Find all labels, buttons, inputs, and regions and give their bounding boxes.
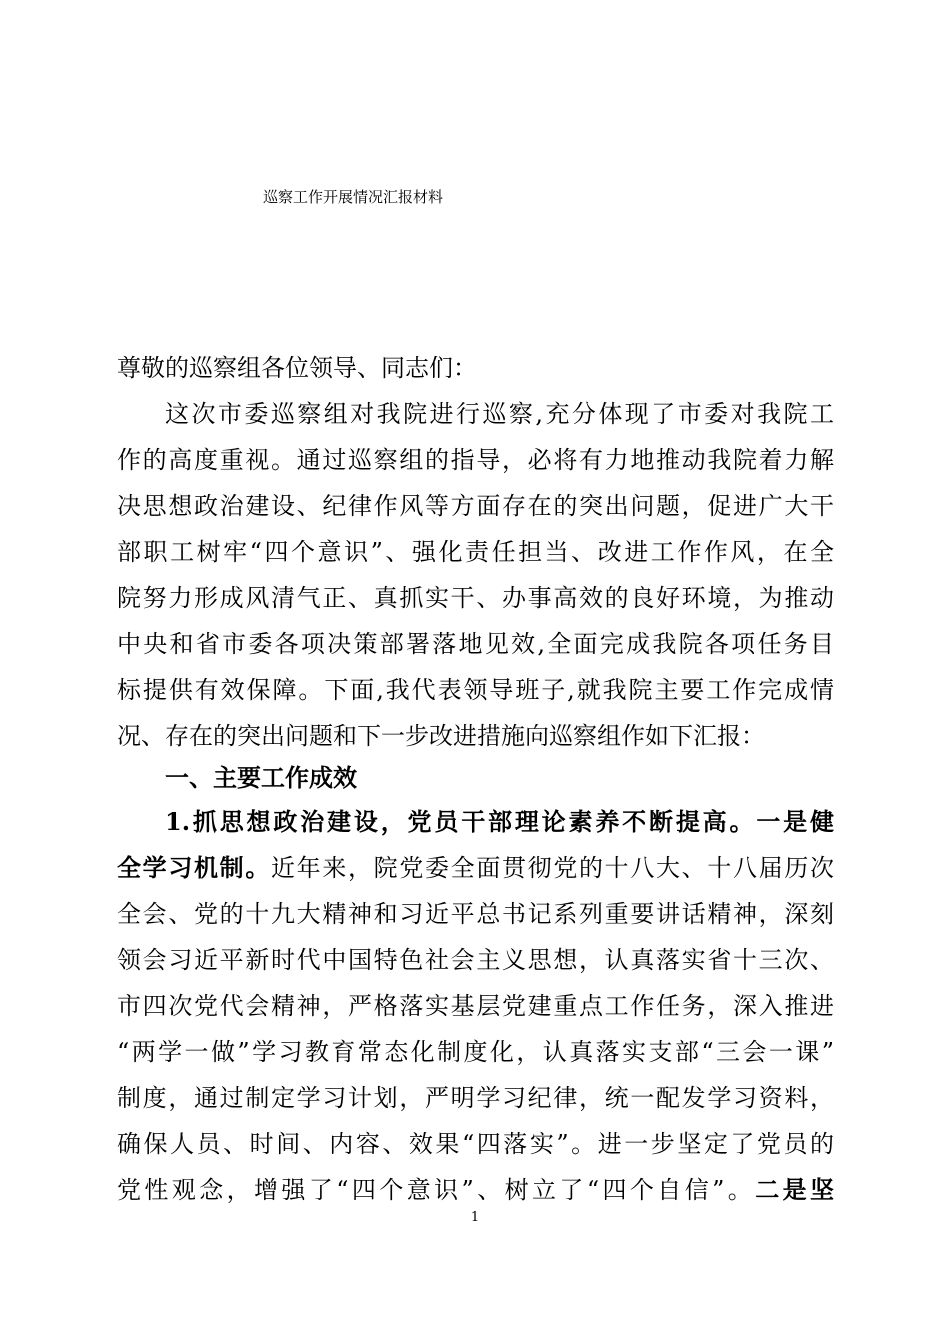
paragraph-line: 决思想政治建设、纪律作风等方面存在的突出问题，促进广大干 — [117, 492, 834, 520]
paragraph-line — [117, 852, 834, 884]
paragraph-line: 部职工树牢“四个意识”、强化责任担当、改进工作作风，在全 — [117, 538, 834, 566]
paragraph-line: “两学一做”学习教育常态化制度化，认真落实支部“三会一课” — [117, 1038, 834, 1066]
inline-text: 近年来，院党委全面贯彻党的十八大、十八届历次 — [271, 854, 834, 882]
paragraph-line: 确保人员、时间、内容、效果“四落实”。进一步坚定了党员的 — [117, 1130, 834, 1158]
item-heading: 1.抓思想政治建设，党员干部理论素养不断提高。一是健 — [165, 807, 834, 836]
salutation: 尊敬的巡察组各位领导、同志们： — [117, 354, 477, 382]
paragraph-line — [117, 1174, 834, 1206]
paragraph-line: 标提供有效保障。下面,我代表领导班子,就我院主要工作完成情 — [117, 676, 834, 704]
paragraph-line: 作的高度重视。通过巡察组的指导，必将有力地推动我院着力解 — [117, 446, 834, 474]
document-title: 巡察工作开展情况汇报材料 — [263, 188, 444, 206]
inline-bold-text: 全学习机制。 — [117, 853, 271, 882]
section-heading: 一、主要工作成效 — [165, 763, 357, 792]
page-number: 1 — [470, 1210, 480, 1225]
paragraph-line: 制度，通过制定学习计划，严明学习纪律，统一配发学习资料， — [117, 1084, 834, 1112]
paragraph-line: 这次市委巡察组对我院进行巡察,充分体现了市委对我院工 — [165, 400, 834, 428]
paragraph-line: 领会习近平新时代中国特色社会主义思想，认真落实省十三次、 — [117, 946, 834, 974]
paragraph-line: 况、存在的突出问题和下一步改进措施向巡察组作如下汇报： — [117, 722, 765, 750]
paragraph-line: 院努力形成风清气正、真抓实干、办事高效的良好环境，为推动 — [117, 584, 834, 612]
paragraph-line: 中央和省市委各项决策部署落地见效,全面完成我院各项任务目 — [117, 630, 834, 658]
inline-bold-text: 二是坚 — [755, 1175, 835, 1204]
paragraph-line: 市四次党代会精神，严格落实基层党建重点工作任务，深入推进 — [117, 992, 834, 1020]
paragraph-line: 全会、党的十九大精神和习近平总书记系列重要讲话精神，深刻 — [117, 900, 834, 928]
inline-text: 党性观念，增强了“四个意识”、树立了“四个自信”。 — [117, 1176, 756, 1204]
